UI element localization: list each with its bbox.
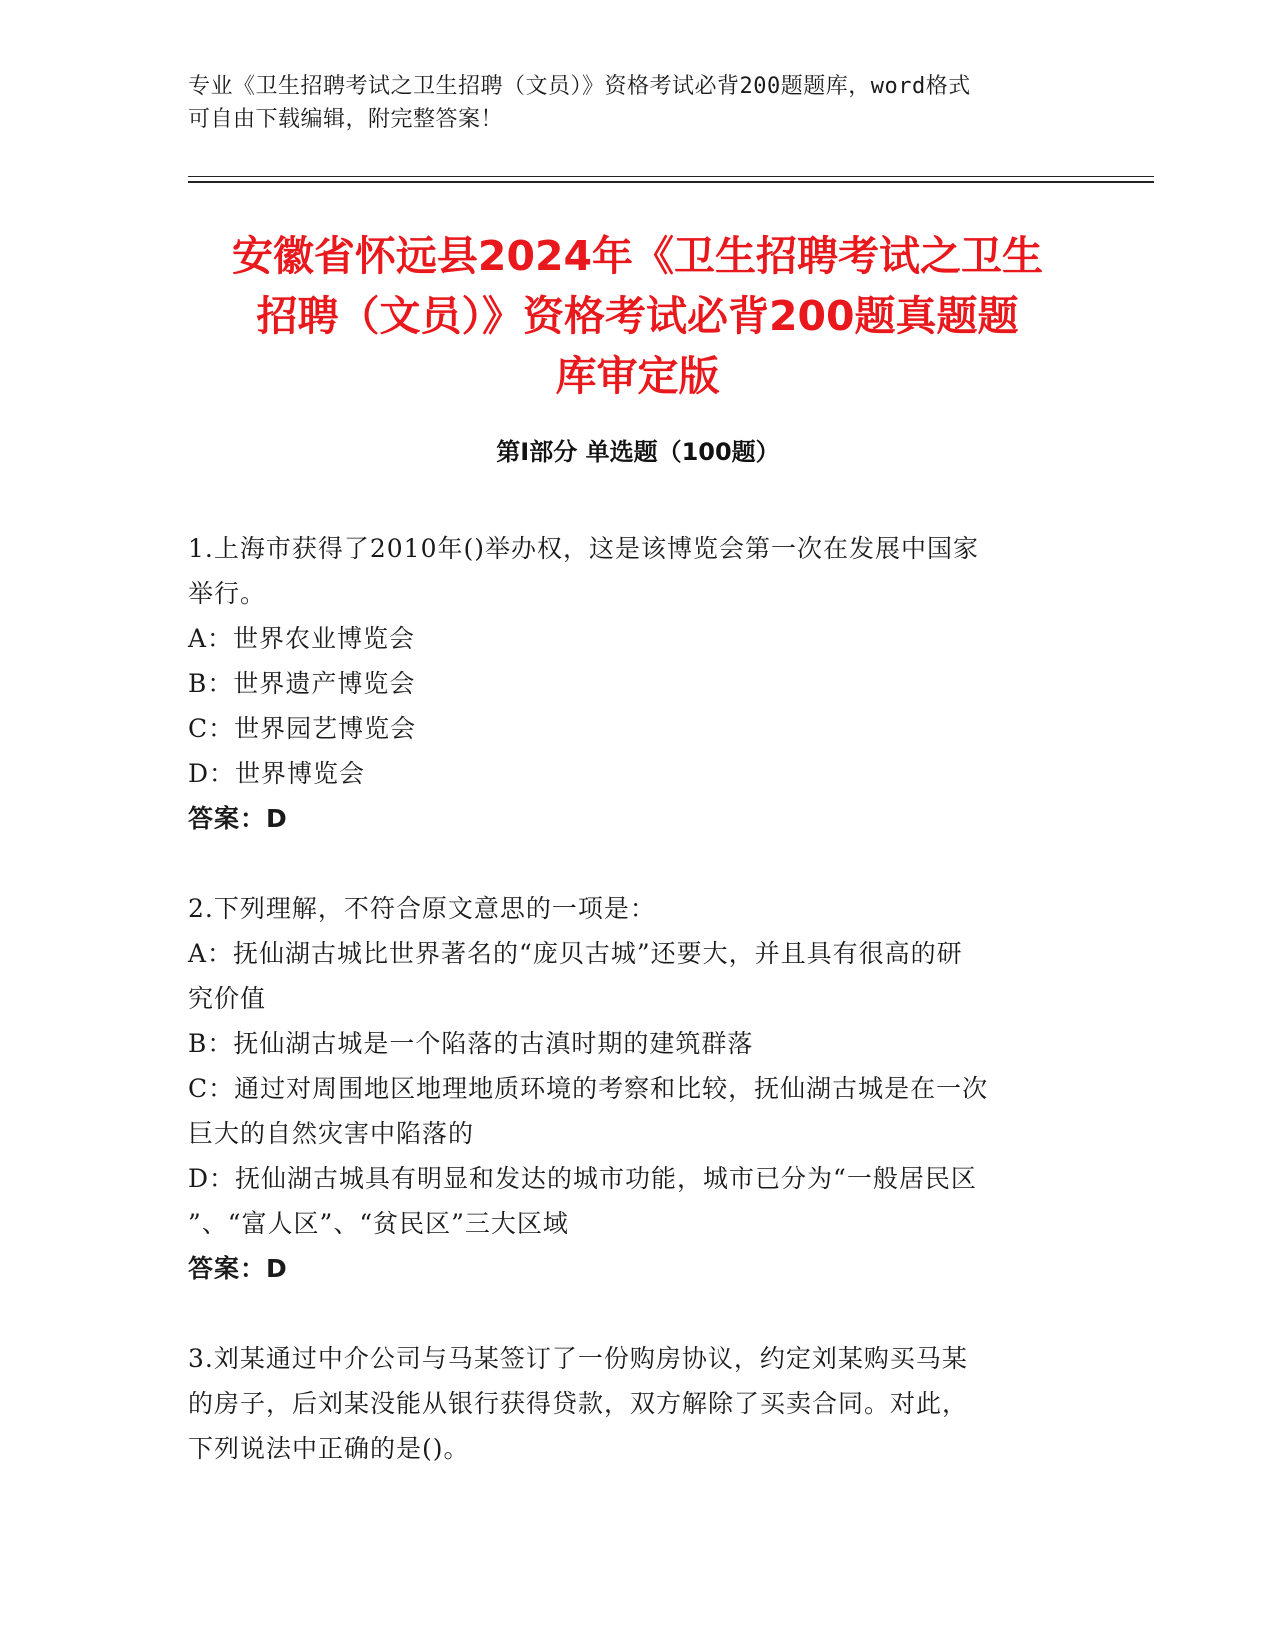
question-3 <box>188 1336 1068 1471</box>
section-title: 第I部分 单选题（100题） <box>496 438 780 466</box>
question-stem-line: 3.刘某通过中介公司与马某签订了一份购房协议，约定刘某购买马某 <box>188 1344 968 1373</box>
question-list <box>188 526 1068 1471</box>
spacer <box>188 841 1068 886</box>
header-divider-thick <box>188 181 1154 183</box>
document-title <box>140 226 1135 406</box>
option-b: B：世界遗产博览会 <box>188 669 416 698</box>
question-2 <box>188 886 1068 1291</box>
answer-line: 答案：D <box>188 1254 288 1283</box>
spacer <box>188 1291 1068 1336</box>
option-a: A：抚仙湖古城比世界著名的“庞贝古城”还要大，并且具有很高的研 <box>188 939 963 968</box>
option-d-continued: ”、“富人区”、“贫民区”三大区域 <box>188 1209 569 1238</box>
question-stem-line: 的房子，后刘某没能从银行获得贷款，双方解除了买卖合同。对此， <box>188 1389 969 1418</box>
answer-line: 答案：D <box>188 804 288 833</box>
header-note-line: 专业《卫生招聘考试之卫生招聘（文员）》资格考试必背200题题库，word格式 <box>188 74 971 99</box>
title-line: 库审定版 <box>555 352 720 400</box>
question-stem-line: 下列说法中正确的是()。 <box>188 1434 470 1463</box>
title-line: 安徽省怀远县2024年《卫生招聘考试之卫生 <box>231 232 1044 280</box>
option-a: A：世界农业博览会 <box>188 624 416 653</box>
option-b: B：抚仙湖古城是一个陷落的古滇时期的建筑群落 <box>188 1029 754 1058</box>
option-d: D：世界博览会 <box>188 759 366 788</box>
option-a-continued: 究价值 <box>188 984 267 1013</box>
option-c: C：世界园艺博览会 <box>188 714 417 743</box>
option-c: C：通过对周围地区地理地质环境的考察和比较，抚仙湖古城是在一次 <box>188 1074 989 1103</box>
option-d: D：抚仙湖古城具有明显和发达的城市功能，城市已分为“一般居民区 <box>188 1164 977 1193</box>
question-stem-line: 举行。 <box>188 579 267 608</box>
question-stem-line: 1.上海市获得了2010年()举办权，这是该博览会第一次在发展中国家 <box>188 534 979 563</box>
option-c-continued: 巨大的自然灾害中陷落的 <box>188 1119 475 1148</box>
header-divider-thin <box>188 176 1154 177</box>
question-1 <box>188 526 1068 841</box>
title-line: 招聘（文员）》资格考试必背200题真题题 <box>256 292 1019 340</box>
header-note-line: 可自由下载编辑，附完整答案！ <box>188 107 504 132</box>
header-note <box>188 70 1068 136</box>
question-stem-line: 2.下列理解，不符合原文意思的一项是： <box>188 894 656 923</box>
